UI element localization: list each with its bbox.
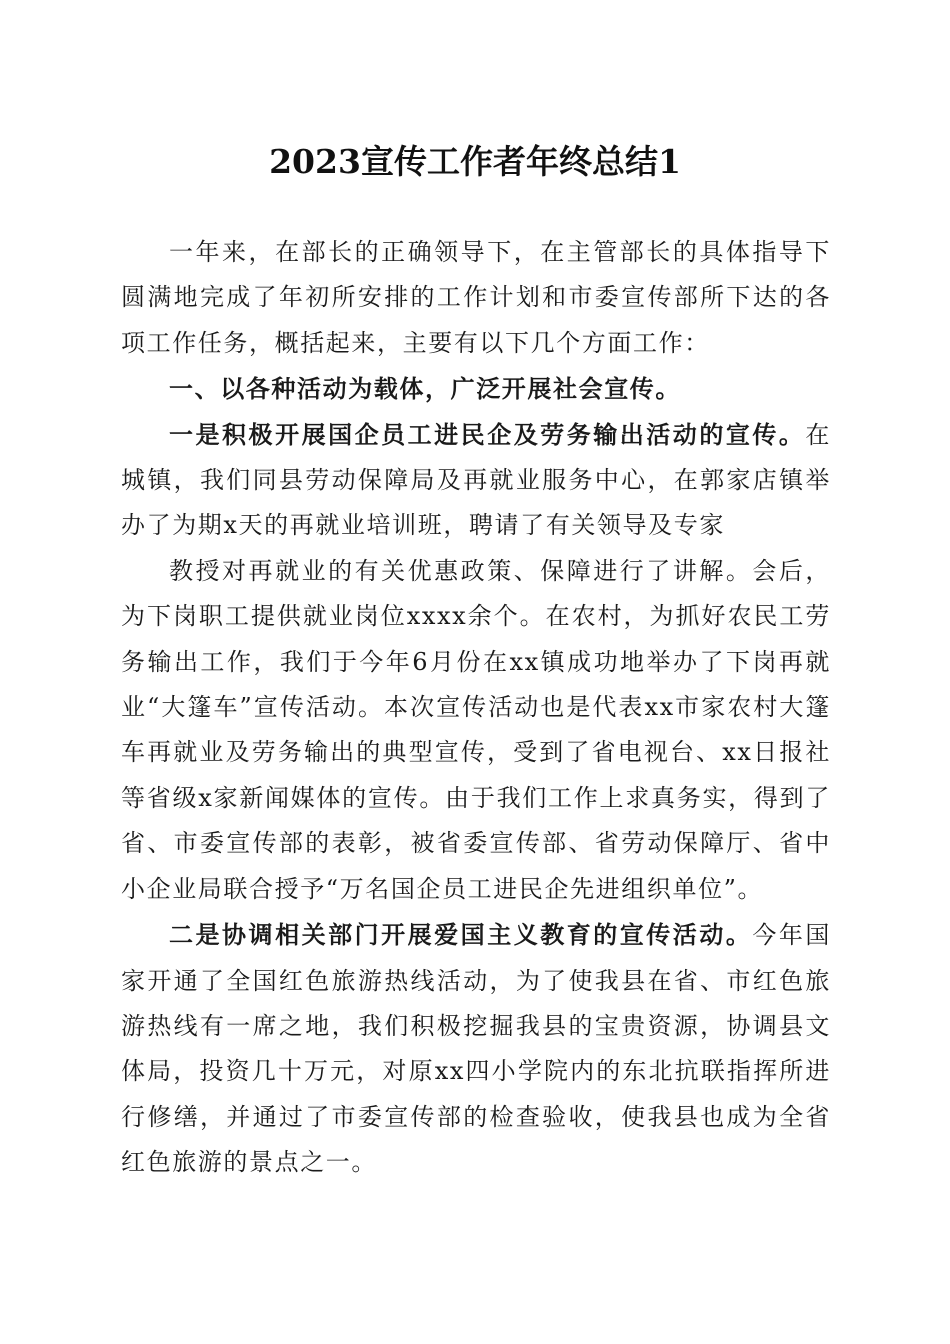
section-heading-1-text: 一、以各种活动为载体，广泛开展社会宣传。 xyxy=(169,374,681,404)
document-body xyxy=(121,230,831,1186)
paragraph-point-1-lead: 一是积极开展国企员工进民企及劳务输出活动的宣传。 xyxy=(169,419,806,449)
paragraph-point-1-continued-text: 教授对再就业的有关优惠政策、保障进行了讲解。会后，为下岗职工提供就业岗位xxxx余个。在农村，为抓好农民工劳务输出工作，我们于今年6月份在xx镇成功地举办了下岗再就业“大篷车”宣传活动。本次宣传活动也是代表xx市家农村大篷车再就业及劳务输出的典型宣传，受到了省电视台、xx日报社等省级x家新闻媒体的宣传。由于我们工作上求真务实，得到了省、市委宣传部的表彰，被省委宣传部、省劳动保障厅、省中小企业局联合授予“万名国企员工进民企先进组织单位”。 xyxy=(121,556,831,903)
paragraph-point-2-lead: 二是协调相关部门开展爱国主义教育的宣传活动。 xyxy=(169,920,753,950)
paragraph-point-2-text: 今年国家开通了全国红色旅游热线活动，为了使我县在省、市红色旅游热线有一席之地，我们积极挖掘我县的宝贵资源，协调县文体局，投资几十万元，对原xx四小学院内的东北抗联指挥所进行修缮，并通过了市委宣传部的检查验收，使我县也成为全省红色旅游的景点之一。 xyxy=(121,921,831,1177)
paragraph-point-2 xyxy=(121,912,831,1185)
paragraph-point-1-text: 在城镇，我们同县劳动保障局及再就业服务中心，在郭家店镇举办了为期x天的再就业培训班，聘请了有关领导及专家 xyxy=(121,420,831,540)
paragraph-point-1 xyxy=(121,412,831,549)
document-title: 2023宣传工作者年终总结1 xyxy=(269,142,681,181)
paragraph-point-1-continued xyxy=(121,549,831,912)
paragraph-intro-text: 一年来，在部长的正确领导下，在主管部长的具体指导下圆满地完成了年初所安排的工作计划和市委宣传部所下达的各项工作任务，概括起来，主要有以下几个方面工作： xyxy=(121,238,831,357)
paragraph-intro xyxy=(121,230,831,366)
section-heading-1 xyxy=(121,366,831,411)
